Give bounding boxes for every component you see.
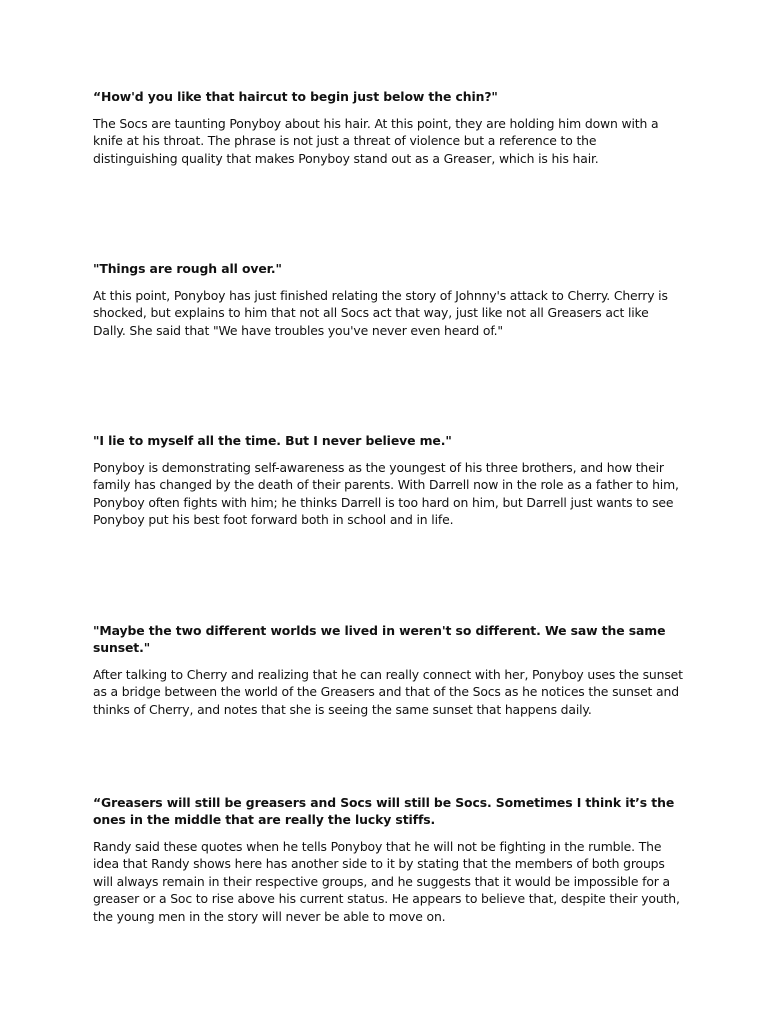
quote-entry-1 xyxy=(93,88,683,167)
quote-entry-4 xyxy=(93,622,683,718)
quote-explanation: After talking to Cherry and realizing that he can really connect with her, Ponyboy uses the sunset as a bridge between the world of the Greasers and that of the Socs as he notices the sunset and thinks of Cherry, and notes that she is seeing the same sunset that happens daily. xyxy=(93,667,683,717)
quote-heading: “Greasers will still be greasers and Socs will still be Socs. Sometimes I think it’s the ones in the middle that are really the lucky stiffs. xyxy=(93,795,675,827)
quote-heading: "Maybe the two different worlds we lived in weren't so different. We saw the same sunset." xyxy=(93,623,666,655)
quote-explanation: The Socs are taunting Ponyboy about his hair. At this point, they are holding him down with a knife at his throat. The phrase is not just a threat of violence but a reference to the distinguishing quality that makes Ponyboy stand out as a Greaser, which is his hair. xyxy=(93,116,659,166)
quote-entry-5 xyxy=(93,794,683,925)
quote-explanation: Ponyboy is demonstrating self-awareness as the youngest of his three brothers, and how their family has changed by the death of their parents. With Darrell now in the role as a father to him, Ponyboy often fights with him; he thinks Darrell is too hard on him, but Darrell just wants to see Ponyboy put his best foot forward both in school and in life. xyxy=(93,460,679,528)
quote-heading: "I lie to myself all the time. But I never believe me." xyxy=(93,433,452,448)
quote-heading: “How'd you like that haircut to begin just below the chin?" xyxy=(93,89,498,104)
quote-entry-2 xyxy=(93,260,683,339)
quote-explanation: Randy said these quotes when he tells Ponyboy that he will not be fighting in the rumble. The idea that Randy shows here has another side to it by stating that the members of both groups will always remain in their respective groups, and he suggests that it would be impossible for a greaser or a Soc to rise above his current status. He appears to believe that, despite their youth, the young men in the story will never be able to move on. xyxy=(93,839,680,924)
quote-heading: "Things are rough all over." xyxy=(93,261,282,276)
quote-explanation: At this point, Ponyboy has just finished relating the story of Johnny's attack to Cherry. Cherry is shocked, but explains to him that not all Socs act that way, just like not all Greasers act like Dally. She said that "We have troubles you've never even heard of." xyxy=(93,288,668,338)
quote-entry-3 xyxy=(93,432,683,529)
